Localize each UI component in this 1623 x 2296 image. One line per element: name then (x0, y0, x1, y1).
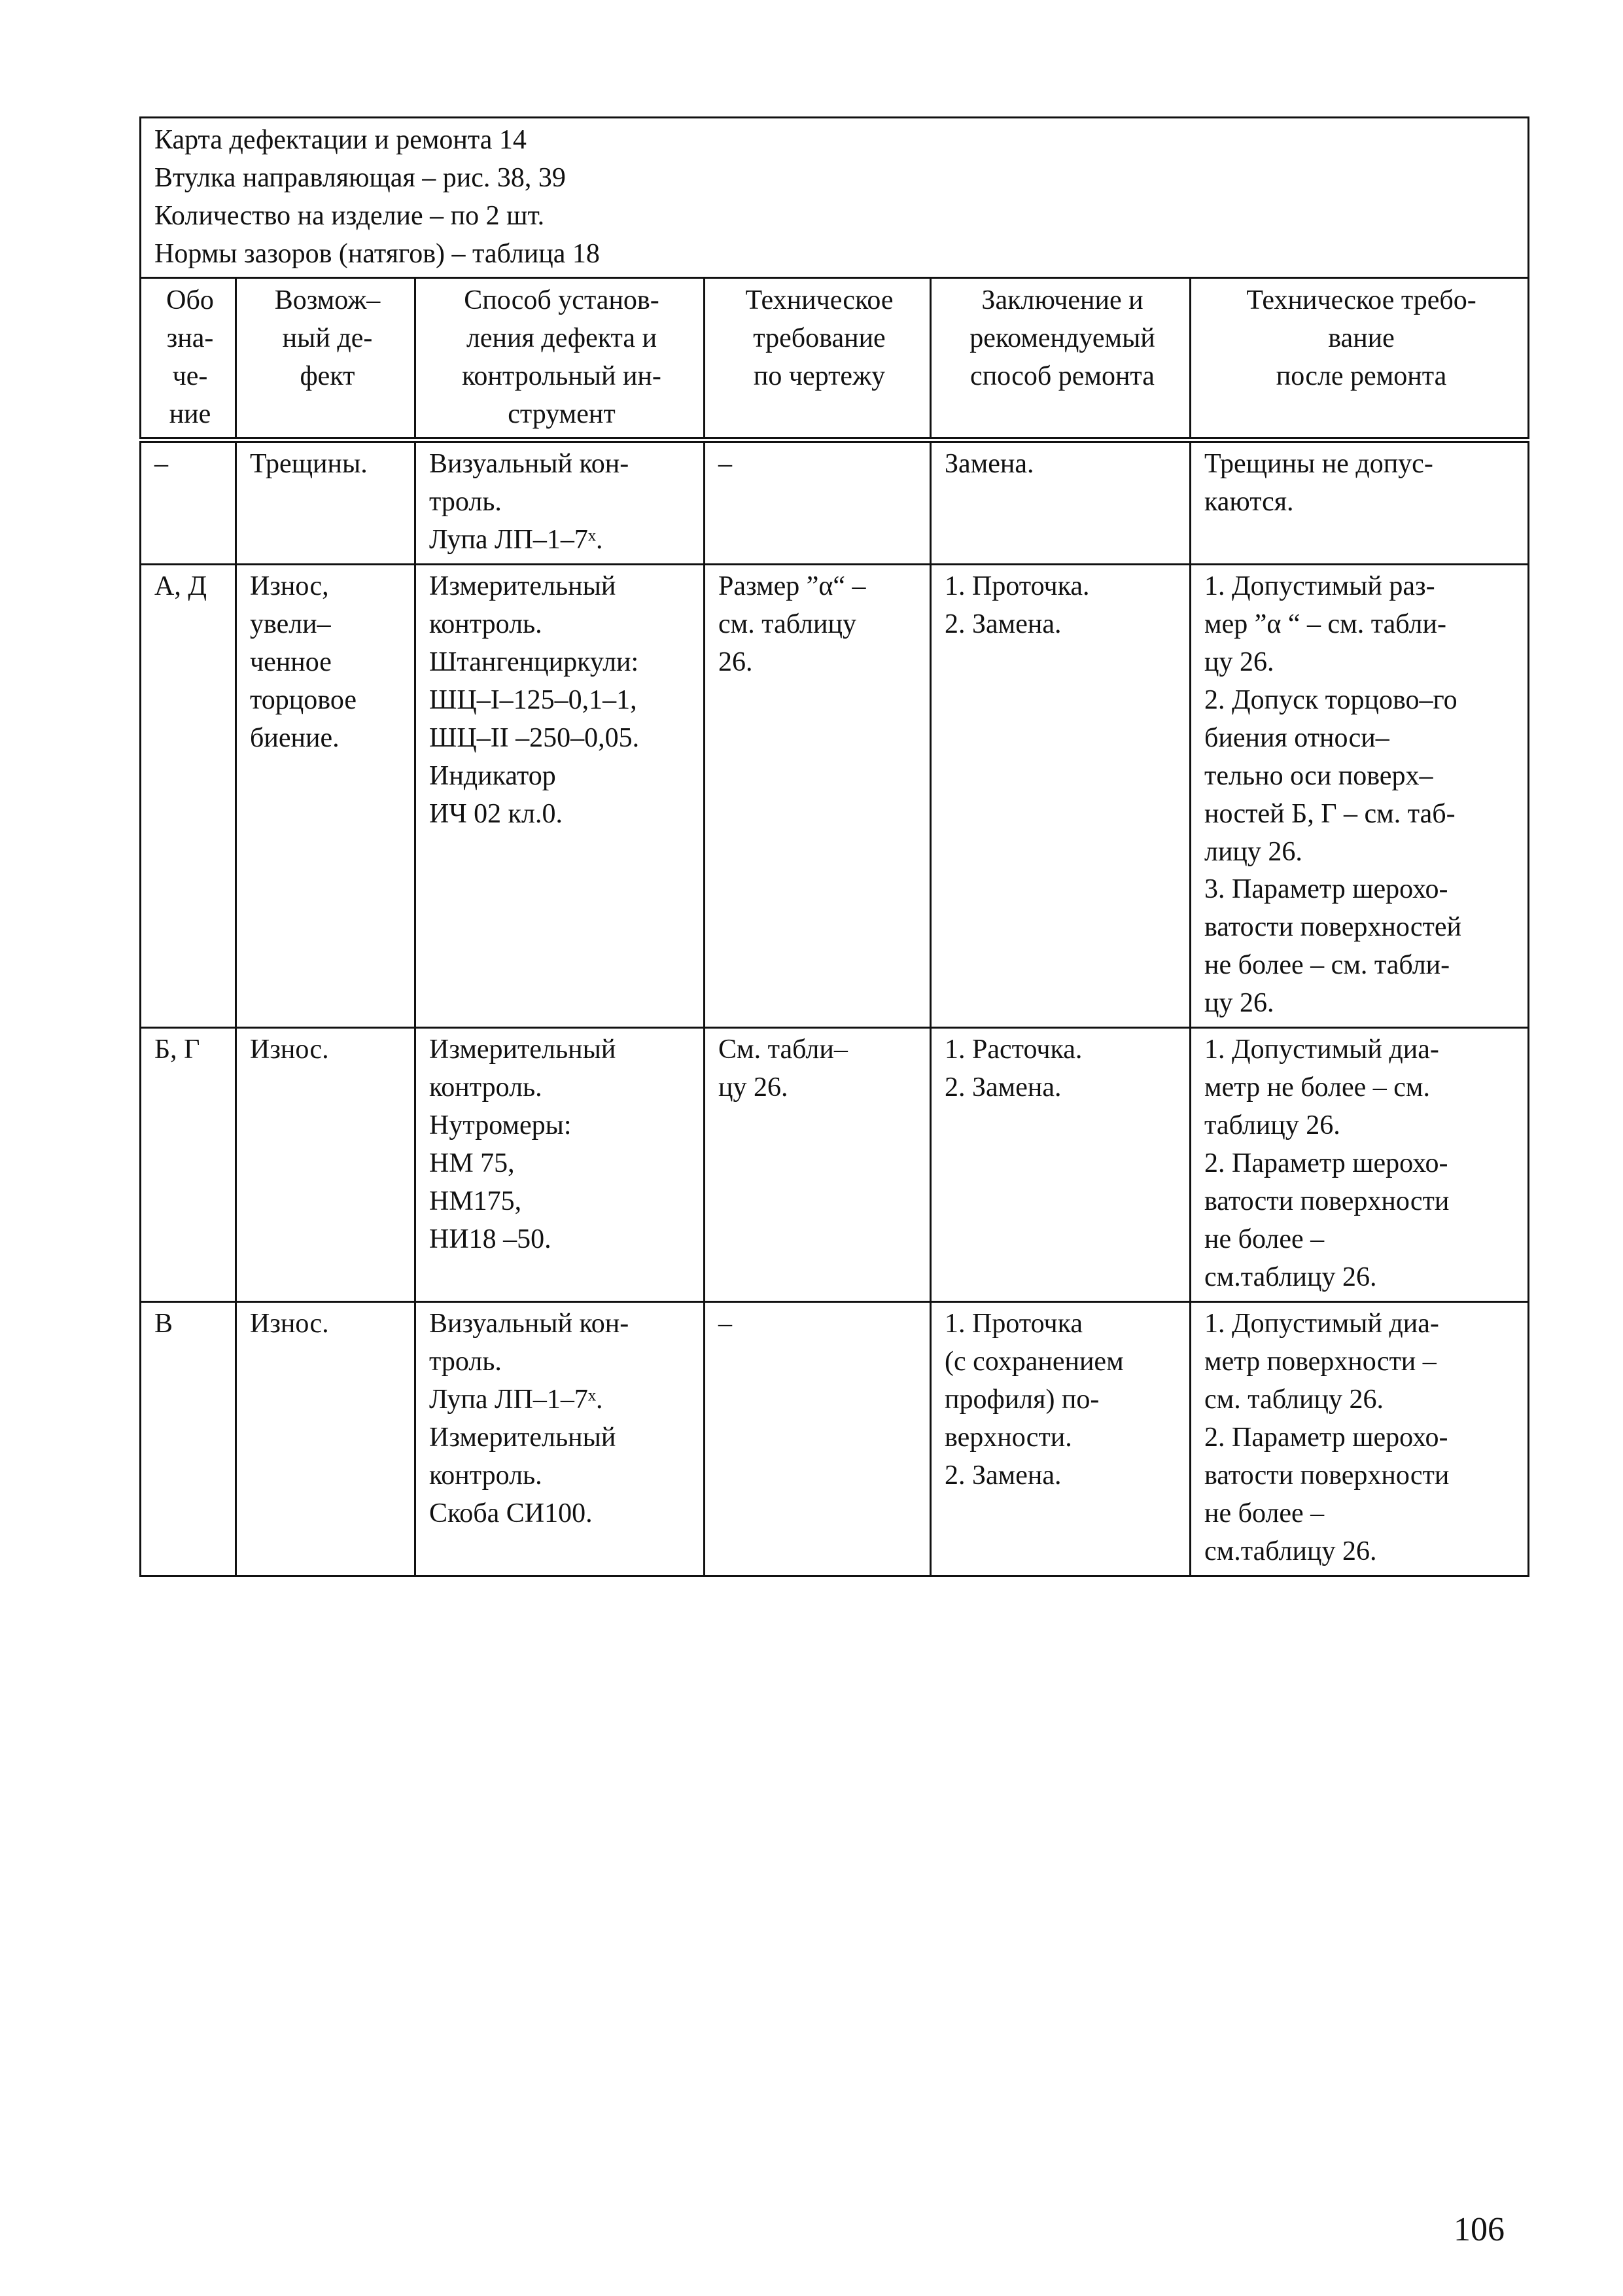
cell-text-line: ватости поверхности (1204, 1186, 1450, 1217)
cell-text-line: 1. Проточка. (945, 571, 1090, 601)
cell-repair (931, 1301, 1191, 1576)
cell-designation (141, 1028, 236, 1302)
table-row (141, 1028, 1529, 1302)
cell-text-line: цу 26. (1204, 646, 1274, 677)
header-post-repair-requirement: Техническое требо- вание после ремонта (1191, 278, 1529, 440)
cell-text-line: 2. Замена. (945, 1072, 1062, 1103)
cell-text-line: 1. Расточка. (945, 1034, 1083, 1065)
cell-text-line: контроль. (429, 609, 542, 639)
cell-text-line: А, Д (154, 571, 207, 601)
cell-repair (931, 440, 1191, 565)
table-row (141, 1301, 1529, 1576)
cell-text-line: Лупа ЛП–1–7ˣ. (429, 1384, 603, 1415)
cell-text-line: НМ175, (429, 1186, 522, 1217)
cell-text-line: мер ”α “ – см. табли- (1204, 609, 1446, 639)
cell-text-line: Нутромеры: (429, 1110, 572, 1141)
cell-text-line: каются. (1204, 486, 1294, 517)
table-row (141, 440, 1529, 565)
quantity-per-item: Количество на изделие – по 2 шт. (154, 201, 545, 231)
cell-text-line: – (718, 1308, 732, 1339)
card-info-cell (141, 118, 1529, 278)
card-info-row (141, 118, 1529, 278)
cell-text-line: Трещины. (250, 449, 368, 479)
cell-text-line: троль. (429, 1346, 502, 1377)
cell-text-line: см.таблицу 26. (1204, 1536, 1377, 1566)
cell-text-line: Измерительный (429, 571, 616, 601)
cell-text-line: Износ. (250, 1034, 329, 1065)
cell-post-repair (1191, 1028, 1529, 1302)
cell-text-line: ностей Б, Г – см. таб- (1204, 798, 1456, 829)
cell-text-line: см. таблицу 26. (1204, 1384, 1384, 1415)
cell-drawing-requirement (705, 440, 931, 565)
cell-text-line: 1. Допустимый раз- (1204, 571, 1435, 601)
cell-text-line: – (718, 449, 732, 479)
cell-drawing-requirement (705, 1028, 931, 1302)
cell-text-line: 26. (718, 646, 753, 677)
cell-text-line: контроль. (429, 1460, 542, 1491)
cell-text-line: не более – (1204, 1498, 1325, 1528)
cell-text-line: ШЦ–II –250–0,05. (429, 722, 640, 753)
cell-defect (236, 440, 415, 565)
cell-text-line: биения относи– (1204, 722, 1389, 753)
cell-text-line: ватости поверхности (1204, 1460, 1450, 1491)
cell-defect (236, 1301, 415, 1576)
cell-text-line: 2. Допуск торцово–го (1204, 684, 1457, 715)
cell-defect (236, 564, 415, 1027)
cell-text-line: ШЦ–I–125–0,1–1, (429, 684, 637, 715)
cell-text-line: 1. Проточка (945, 1308, 1083, 1339)
header-conclusion-repair: Заключение и рекомендуемый способ ремонта (931, 278, 1191, 440)
cell-repair (931, 564, 1191, 1027)
cell-text-line: (с сохранением (945, 1346, 1124, 1377)
cell-text-line: Трещины не допус- (1204, 449, 1433, 479)
cell-text-line: См. табли– (718, 1034, 848, 1065)
cell-text-line: см. таблицу (718, 609, 856, 639)
header-possible-defect: Возмож– ный де- фект (236, 278, 415, 440)
cell-text-line: цу 26. (1204, 988, 1274, 1019)
cell-text-line: Замена. (945, 449, 1034, 479)
cell-text-line: 2. Замена. (945, 1460, 1062, 1491)
cell-text-line: Измерительный (429, 1034, 616, 1065)
cell-designation (141, 440, 236, 565)
cell-text-line: Б, Г (154, 1034, 200, 1065)
cell-post-repair (1191, 564, 1529, 1027)
cell-text-line: Визуальный кон- (429, 449, 629, 479)
cell-text-line: цу 26. (718, 1072, 788, 1103)
cell-drawing-requirement (705, 1301, 931, 1576)
cell-text-line: 2. Замена. (945, 609, 1062, 639)
cell-text-line: 1. Допустимый диа- (1204, 1034, 1439, 1065)
cell-text-line: профиля) по- (945, 1384, 1100, 1415)
page-number: 106 (1454, 2211, 1505, 2248)
cell-text-line: тельно оси поверх– (1204, 760, 1433, 791)
cell-text-line: не более – (1204, 1224, 1325, 1255)
cell-text-line: 3. Параметр шерохо- (1204, 874, 1448, 905)
cell-text-line: ченное (250, 646, 332, 677)
cell-method (415, 1301, 705, 1576)
cell-repair (931, 1028, 1191, 1302)
cell-text-line: Индикатор (429, 760, 556, 791)
cell-text-line: 2. Параметр шерохо- (1204, 1148, 1448, 1179)
cell-text-line: торцовое (250, 684, 357, 715)
cell-method (415, 564, 705, 1027)
cell-text-line: контроль. (429, 1072, 542, 1103)
cell-text-line: ватости поверхностей (1204, 912, 1461, 943)
defect-repair-card-table (139, 116, 1529, 1577)
cell-text-line: Износ. (250, 1308, 329, 1339)
cell-drawing-requirement (705, 564, 931, 1027)
cell-text-line: увели– (250, 609, 331, 639)
cell-text-line: Лупа ЛП–1–7ˣ. (429, 524, 603, 555)
cell-post-repair (1191, 440, 1529, 565)
cell-designation (141, 564, 236, 1027)
cell-text-line: НМ 75, (429, 1148, 515, 1179)
cell-method (415, 1028, 705, 1302)
card-title: Карта дефектации и ремонта 14 (154, 125, 527, 155)
cell-text-line: Износ, (250, 571, 329, 601)
header-detection-method: Способ установ- ления дефекта и контрольный ин- струмент (415, 278, 705, 440)
cell-text-line: см.таблицу 26. (1204, 1262, 1377, 1293)
table-body (141, 440, 1529, 1576)
cell-post-repair (1191, 1301, 1529, 1576)
cell-defect (236, 1028, 415, 1302)
cell-text-line: таблицу 26. (1204, 1110, 1340, 1141)
cell-text-line: лицу 26. (1204, 836, 1302, 867)
cell-text-line: Измерительный (429, 1422, 616, 1453)
cell-text-line: НИ18 –50. (429, 1224, 551, 1255)
cell-method (415, 440, 705, 565)
cell-text-line: Штангенциркули: (429, 646, 639, 677)
table-header-row (141, 278, 1529, 440)
cell-text-line: 1. Допустимый диа- (1204, 1308, 1439, 1339)
header-drawing-requirement: Техническое требование по чертежу (705, 278, 931, 440)
cell-text-line: 2. Параметр шерохо- (1204, 1422, 1448, 1453)
cell-text-line: Размер ”α“ – (718, 571, 866, 601)
cell-designation (141, 1301, 236, 1576)
cell-text-line: не более – см. табли- (1204, 950, 1450, 981)
table-row (141, 564, 1529, 1027)
cell-text-line: Скоба СИ100. (429, 1498, 593, 1528)
cell-text-line: метр не более – см. (1204, 1072, 1430, 1103)
cell-text-line: биение. (250, 722, 340, 753)
cell-text-line: В (154, 1308, 173, 1339)
cell-text-line: метр поверхности – (1204, 1346, 1437, 1377)
cell-text-line: верхности. (945, 1422, 1072, 1453)
cell-text-line: троль. (429, 486, 502, 517)
header-designation: Обо зна- че- ние (141, 278, 236, 440)
cell-text-line: – (154, 449, 168, 479)
clearance-norms: Нормы зазоров (натягов) – таблица 18 (154, 239, 600, 269)
part-name: Втулка направляющая – рис. 38, 39 (154, 163, 566, 193)
cell-text-line: ИЧ 02 кл.0. (429, 798, 563, 829)
cell-text-line: Визуальный кон- (429, 1308, 629, 1339)
